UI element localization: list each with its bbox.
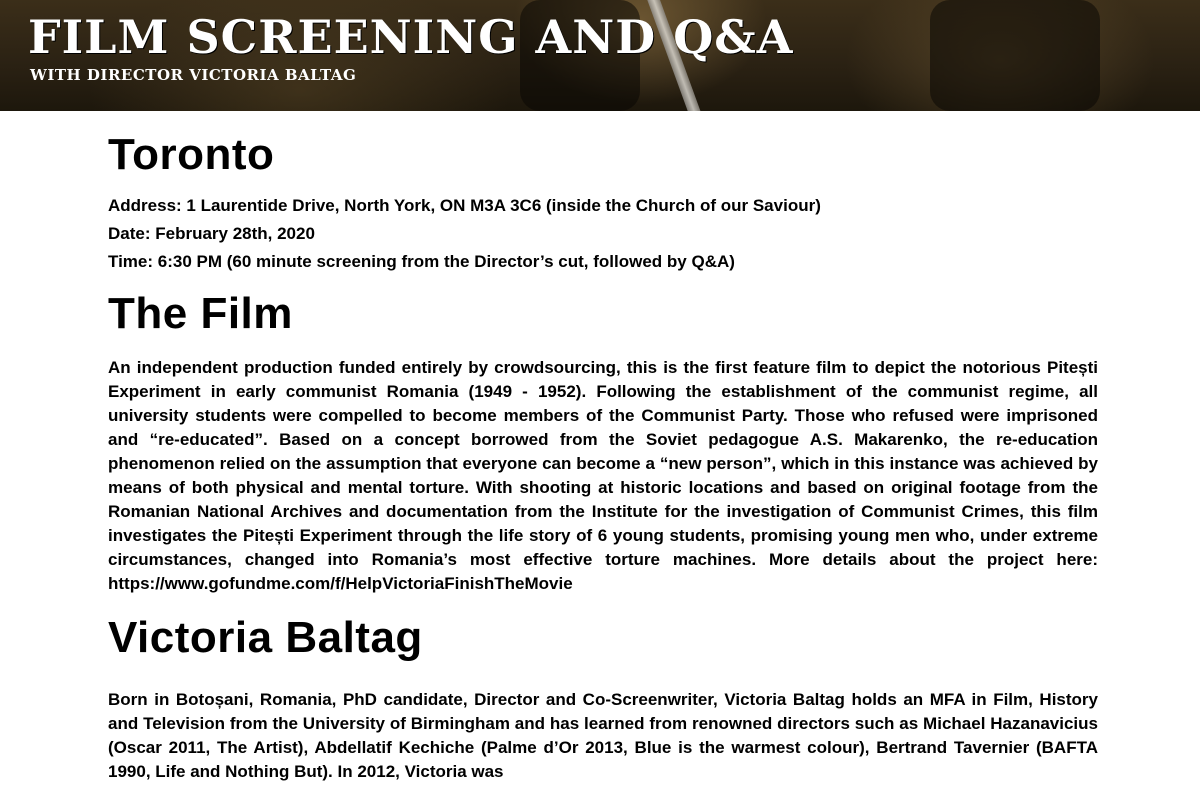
event-time: Time: 6:30 PM (60 minute screening from the Director’s cut, followed by Q&A) bbox=[108, 252, 735, 271]
document-body bbox=[108, 111, 1098, 784]
film-heading: The Film bbox=[108, 289, 293, 338]
film-description: An independent production funded entirely by crowdsourcing, this is the first feature film to depict the notorious Pitești Experiment in early communist Romania (1949 - 1952). Following the establishment of the communist regime, all university students were compelled to become members of the Communist Party. Those who refused were imprisoned and “re-educated”. Based on a concept borrowed from the Soviet pedagogue A.S. Makarenko, the re-education phenomenon relied on the assumption that everyone can become a “new person”, which in this instance was achieved by means of both physical and mental torture. With shooting at historic locations and based on original footage from the Romanian National Archives and documentation from the Institute for the investigation of Communist Crimes, this film investigates the Pitești Experiment through the life story of 6 young students, promising young men who, under extreme circumstances, changed into Romania’s most effective torture machines. More details about the project here: https://www.gofundme.com/f/HelpVictoriaFinishTheMovie bbox=[108, 358, 1098, 593]
director-bio: Born in Botoșani, Romania, PhD candidate, Director and Co-Screenwriter, Victoria Baltag holds an MFA in Film, History and Television from the University of Birmingham and has learned from renowned directors such as Michael Hazanavicius (Oscar 2011, The Artist), Abdellatif Kechiche (Palme d’Or 2013, Blue is the warmest colour), Bertrand Tavernier (BAFTA 1990, Life and Nothing But). In 2012, Victoria was bbox=[108, 690, 1098, 781]
banner-subtitle: WITH DIRECTOR VICTORIA BALTAG bbox=[30, 66, 357, 84]
event-banner bbox=[0, 0, 1200, 111]
banner-photo-figure bbox=[930, 0, 1100, 111]
event-date: Date: February 28th, 2020 bbox=[108, 224, 315, 243]
director-heading: Victoria Baltag bbox=[108, 613, 423, 662]
city-heading: Toronto bbox=[108, 130, 275, 179]
banner-title: FILM SCREENING AND Q&A bbox=[28, 10, 794, 64]
event-address: Address: 1 Laurentide Drive, North York, ON M3A 3C6 (inside the Church of our Saviour) bbox=[108, 196, 821, 215]
